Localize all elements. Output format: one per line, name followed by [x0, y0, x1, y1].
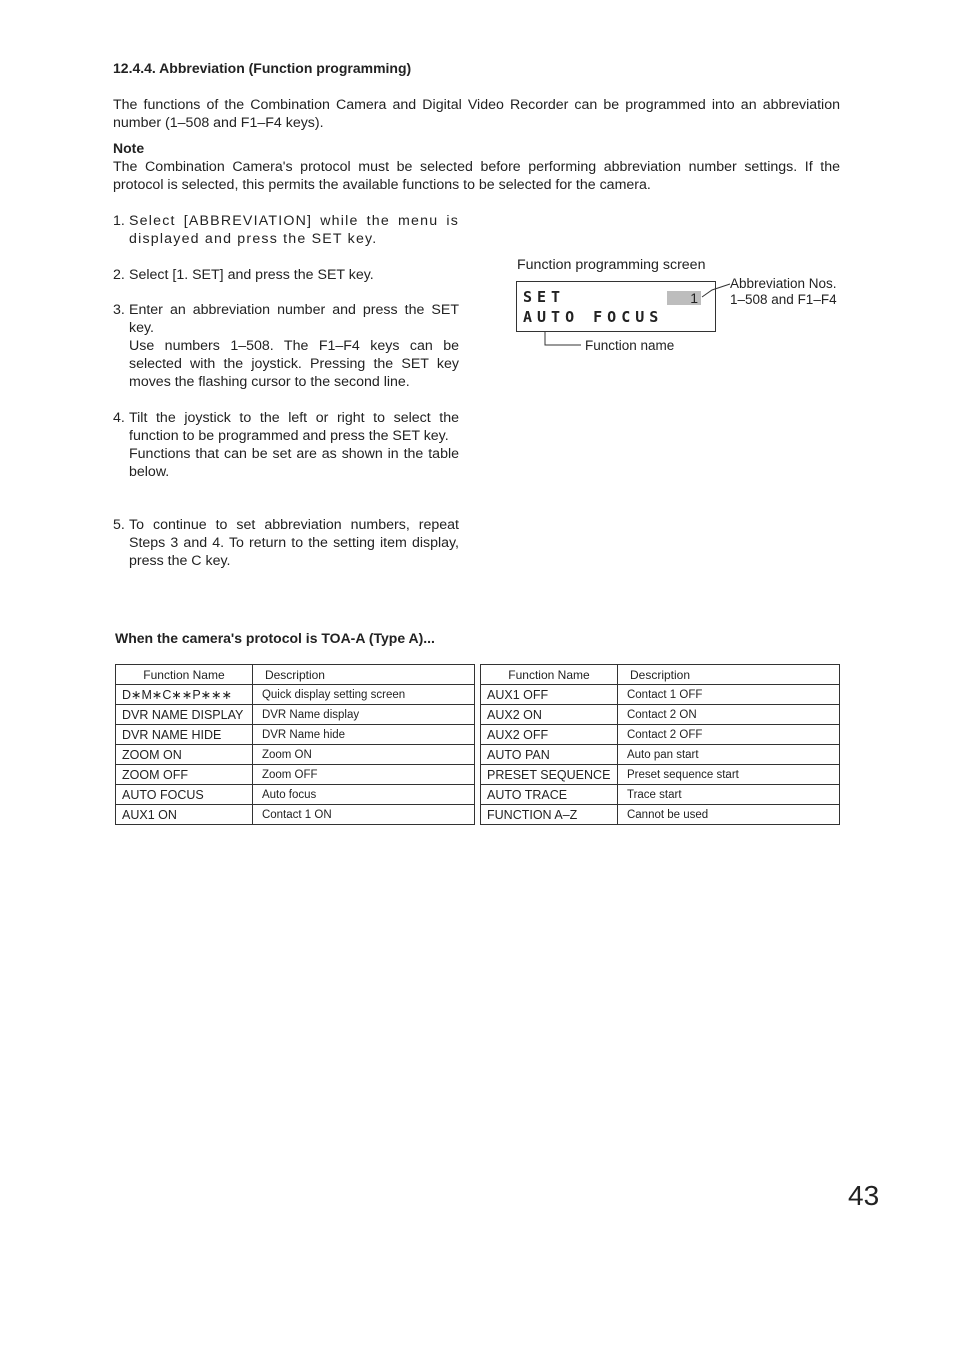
function-cell: DVR NAME DISPLAY [116, 705, 253, 725]
description-cell: Cannot be used [617, 805, 839, 825]
page-number: 43 [848, 1180, 880, 1211]
step-text: Functions that can be set are as shown in the table below. [129, 446, 459, 480]
step-text: Use numbers 1–508. The F1–F4 keys can be selected with the joystick. Pressing the SET key moves the flashing cursor to the second line. [129, 338, 459, 390]
table-caption: When the camera's protocol is TOA-A (Type A)... [115, 630, 435, 646]
step-number: 3. [113, 302, 125, 318]
step-4 [113, 409, 459, 481]
step-number: 2. [113, 267, 125, 283]
table-row [481, 745, 840, 765]
function-cell: D∗M∗C∗∗P∗∗∗ [116, 685, 253, 705]
header-description: Description [252, 665, 474, 685]
function-cell: ZOOM ON [116, 745, 253, 765]
abbreviation-number: 1 [667, 291, 701, 305]
header-function-name: Function Name [481, 665, 618, 685]
table-row [116, 705, 475, 725]
function-cell: AUTO FOCUS [116, 785, 253, 805]
abbr-callout-line [702, 284, 730, 297]
function-cell: FUNCTION A–Z [481, 805, 618, 825]
step-text: Enter an abbreviation number and press the SET key. [129, 302, 459, 336]
callout-lines [0, 0, 954, 400]
function-cell: PRESET SEQUENCE [481, 765, 618, 785]
step-text: Select [1. SET] and press the SET key. [129, 267, 374, 283]
fname-callout-line [545, 332, 581, 345]
description-cell: DVR Name hide [252, 725, 474, 745]
description-cell: Zoom OFF [252, 765, 474, 785]
table-row [481, 725, 840, 745]
table-row [481, 685, 840, 705]
description-cell: DVR Name display [252, 705, 474, 725]
table-row [116, 745, 475, 765]
table-row [116, 685, 475, 705]
table-row [481, 805, 840, 825]
table-row [116, 805, 475, 825]
step-number: 1. [113, 213, 125, 229]
note-title: Note [113, 140, 145, 156]
description-cell: Trace start [617, 785, 839, 805]
abbr-annotation-line-1: Abbreviation Nos. [730, 276, 837, 291]
description-cell: Contact 1 OFF [617, 685, 839, 705]
description-cell: Auto pan start [617, 745, 839, 765]
description-cell: Auto focus [252, 785, 474, 805]
table-row [481, 705, 840, 725]
function-table-left [115, 664, 475, 825]
table-row [116, 785, 475, 805]
table-row [481, 785, 840, 805]
function-cell: AUX1 OFF [481, 685, 618, 705]
function-table-right [480, 664, 840, 825]
description-cell: Zoom ON [252, 745, 474, 765]
step-number: 5. [113, 517, 125, 533]
header-description: Description [617, 665, 839, 685]
function-cell: AUX2 OFF [481, 725, 618, 745]
table-row [116, 765, 475, 785]
header-function-name: Function Name [116, 665, 253, 685]
description-cell: Contact 2 ON [617, 705, 839, 725]
function-cell: AUTO TRACE [481, 785, 618, 805]
section-heading: 12.4.4. Abbreviation (Function programming) [113, 60, 412, 76]
step-5 [113, 516, 459, 570]
description-cell: Preset sequence start [617, 765, 839, 785]
step-text: Select [ABBREVIATION] while the menu is displayed and press the SET key. [129, 213, 459, 247]
function-cell: AUTO PAN [481, 745, 618, 765]
table-row [116, 725, 475, 745]
function-cell: DVR NAME HIDE [116, 725, 253, 745]
function-name-annotation: Function name [585, 338, 675, 353]
function-cell: ZOOM OFF [116, 765, 253, 785]
note-text: The Combination Camera's protocol must be selected before performing abbreviation number settings. If the protocol is selected, this permits the available functions to be selected for the camera. [113, 159, 840, 193]
function-cell: AUX1 ON [116, 805, 253, 825]
lcd-line-1: SET [523, 288, 566, 306]
figure-caption: Function programming screen [517, 257, 706, 273]
description-cell: Contact 2 OFF [617, 725, 839, 745]
table-row [481, 765, 840, 785]
step-text: Tilt the joystick to the left or right to select the function to be programmed and press the SET key. [129, 410, 459, 444]
abbr-annotation-line-2: 1–508 and F1–F4 [730, 292, 837, 307]
step-text: To continue to set abbreviation numbers, repeat Steps 3 and 4. To return to the setting item display, press the C key. [129, 517, 459, 569]
lcd-line-2: AUTO FOCUS [523, 308, 664, 326]
intro-paragraph: The functions of the Combination Camera and Digital Video Recorder can be programmed into an abbreviation number (1–508 and F1–F4 keys). [113, 97, 840, 131]
step-number: 4. [113, 410, 125, 426]
description-cell: Contact 1 ON [252, 805, 474, 825]
description-cell: Quick display setting screen [252, 685, 474, 705]
function-cell: AUX2 ON [481, 705, 618, 725]
